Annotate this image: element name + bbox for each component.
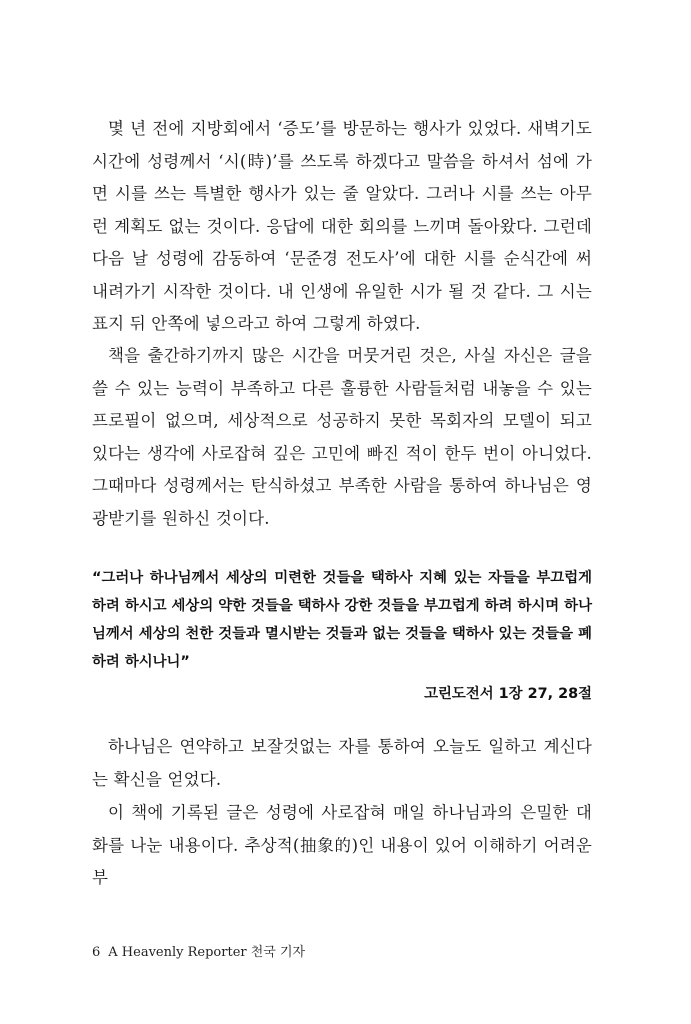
running-title: A Heavenly Reporter 천국 기자: [108, 945, 306, 960]
scripture-citation: 고린도전서 1장 27, 28절: [424, 686, 592, 702]
paragraph-book-content: 이 책에 기록된 글은 성령에 사로잡혀 매일 하나님과의 은밀한 대화를 나눈 내용이다. 추상적(抽象的)인 내용이 있어 이해하기 어려운 부: [92, 803, 592, 887]
page-number: 6: [92, 945, 101, 960]
paragraph-jeungdo-visit: 몇 년 전에 지방회에서 ‘증도’를 방문하는 행사가 있었다. 새벽기도 시간에 성령께서 ‘시(時)’를 쓰도록 하겠다고 말씀을 하셔서 섬에 가면 시를 쓰는 특별한 행사가 있는 줄 알았다. 그러나 시를 쓰는 아무런 계획도 없는 것이다. 응답에 대한 회의를 느끼며 돌아왔다. 그런데 다음 날 성령에 감동하여 ‘문준경 전도사’에 대한 시를 순식간에 써 내려가기 시작한 것이다. 내 인생에 유일한 시가 될 것 같다. 그 시는 표지 뒤 안쪽에 넣으라고 하여 그렇게 하였다.: [92, 119, 592, 333]
page-footer: [92, 944, 305, 962]
scripture-quote: “그러나 하나님께서 세상의 미련한 것들을 택하사 지혜 있는 자들을 부끄럽게 하려 하시고 세상의 약한 것들을 택하사 강한 것들을 부끄럽게 하려 하시며 하나님께서 세상의 천한 것들과 멸시받는 것들과 없는 것들을 택하사 있는 것들을 폐하려 하시나니”: [92, 570, 592, 670]
paragraph-publishing-hesitation: 책을 출간하기까지 많은 시간을 머뭇거린 것은, 사실 자신은 글을 쓸 수 있는 능력이 부족하고 다른 훌륭한 사람들처럼 내놓을 수 있는 프로필이 없으며, 세상적으로 성공하지 못한 목회자의 모델이 되고 있다는 생각에 사로잡혀 깊은 고민에 빠진 적이 한두 번이 아니었다. 그때마다 성령께서는 탄식하셨고 부족한 사람을 통하여 하나님은 영광받기를 원하신 것이다.: [92, 346, 592, 528]
paragraph-conviction: 하나님은 연약하고 보잘것없는 자를 통하여 오늘도 일하고 계신다는 확신을 얻었다.: [92, 737, 592, 789]
